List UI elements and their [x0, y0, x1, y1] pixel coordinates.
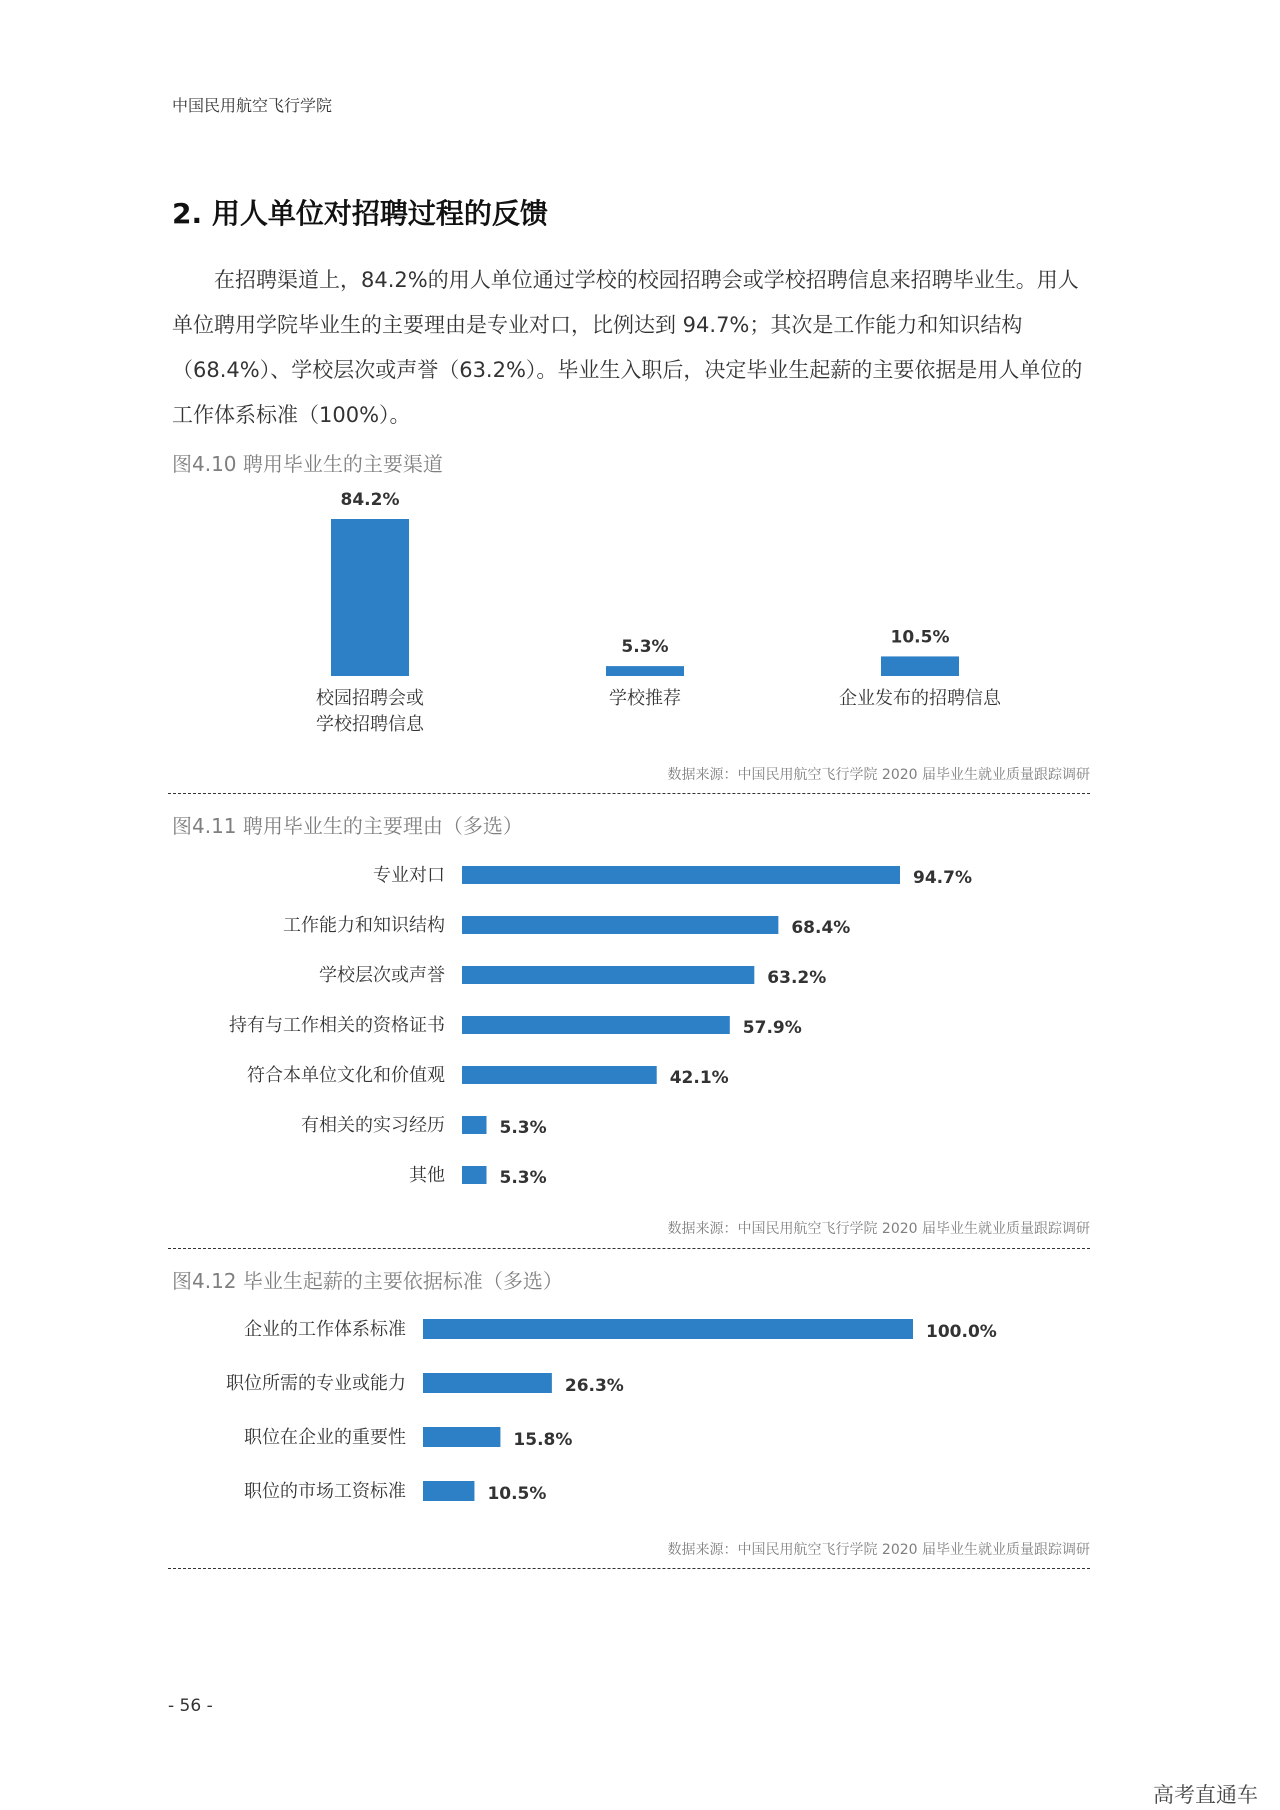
bar — [423, 1481, 474, 1501]
category-label: 符合本单位文化和价值观 — [247, 1065, 445, 1086]
category-label: 职位在企业的重要性 — [244, 1427, 406, 1448]
category-label: 校园招聘会或 — [316, 688, 424, 709]
data-label: 5.3% — [499, 1118, 547, 1138]
category-label: 企业发布的招聘信息 — [839, 688, 1001, 709]
category-label: 持有与工作相关的资格证书 — [229, 1015, 445, 1036]
section-title: 2. 用人单位对招聘过程的反馈 — [172, 197, 548, 230]
data-label: 100.0% — [926, 1322, 997, 1342]
data-label: 15.8% — [513, 1430, 573, 1450]
figure-4-11-title: 图4.11 聘用毕业生的主要理由（多选） — [172, 814, 523, 838]
figure-4-12-divider — [168, 1568, 1090, 1569]
bar — [423, 1427, 500, 1447]
data-label: 57.9% — [742, 1018, 802, 1038]
running-header: 中国民用航空飞行学院 — [172, 96, 333, 115]
category-label: 专业对口 — [373, 865, 445, 886]
category-label: 工作能力和知识结构 — [283, 915, 445, 936]
page-number: - 56 - — [168, 1696, 213, 1716]
data-label: 26.3% — [564, 1376, 624, 1396]
bar — [423, 1319, 913, 1339]
paragraph-text: 在招聘渠道上，84.2%的用人单位通过学校的校园招聘会或学校招聘信息来招聘毕业生。用人单位聘用学院毕业生的主要理由是专业对口，比例达到 94.7%；其次是工作能力和知识结构（68.4%）、学校层次或声誉（63.2%）。毕业生入职后，决定毕业生起薪的主要依据是用人单位的工作体系标准（100%）。 — [172, 268, 1083, 427]
data-label: 5.3% — [621, 637, 669, 658]
watermark: 高考直通车 — [1153, 1783, 1258, 1807]
figure-4-10-title: 图4.10 聘用毕业生的主要渠道 — [172, 452, 443, 476]
data-label: 84.2% — [340, 490, 400, 510]
figure-4-10-source: 数据来源：中国民用航空飞行学院 2020 届毕业生就业质量跟踪调研 — [667, 767, 1090, 783]
data-label: 5.3% — [499, 1168, 547, 1188]
figure-4-12-source: 数据来源：中国民用航空飞行学院 2020 届毕业生就业质量跟踪调研 — [667, 1542, 1090, 1558]
data-label: 10.5% — [487, 1484, 547, 1504]
category-label: 学校推荐 — [609, 688, 681, 709]
category-label: 企业的工作体系标准 — [244, 1319, 406, 1340]
category-label: 学校招聘信息 — [316, 714, 424, 735]
figure-4-11-source: 数据来源：中国民用航空飞行学院 2020 届毕业生就业质量跟踪调研 — [667, 1221, 1090, 1237]
bar — [423, 1373, 552, 1393]
data-label: 63.2% — [767, 968, 827, 988]
data-label: 68.4% — [791, 918, 851, 938]
figure-4-12-title: 图4.12 毕业生起薪的主要依据标准（多选） — [172, 1269, 563, 1293]
category-label: 其他 — [409, 1165, 445, 1186]
category-label: 职位所需的专业或能力 — [226, 1373, 406, 1394]
data-label: 42.1% — [669, 1068, 729, 1088]
category-label: 有相关的实习经历 — [301, 1115, 445, 1136]
data-label: 94.7% — [913, 868, 972, 888]
category-label: 职位的市场工资标准 — [244, 1481, 406, 1502]
data-label: 10.5% — [890, 627, 950, 648]
category-label: 学校层次或声誉 — [319, 965, 445, 986]
